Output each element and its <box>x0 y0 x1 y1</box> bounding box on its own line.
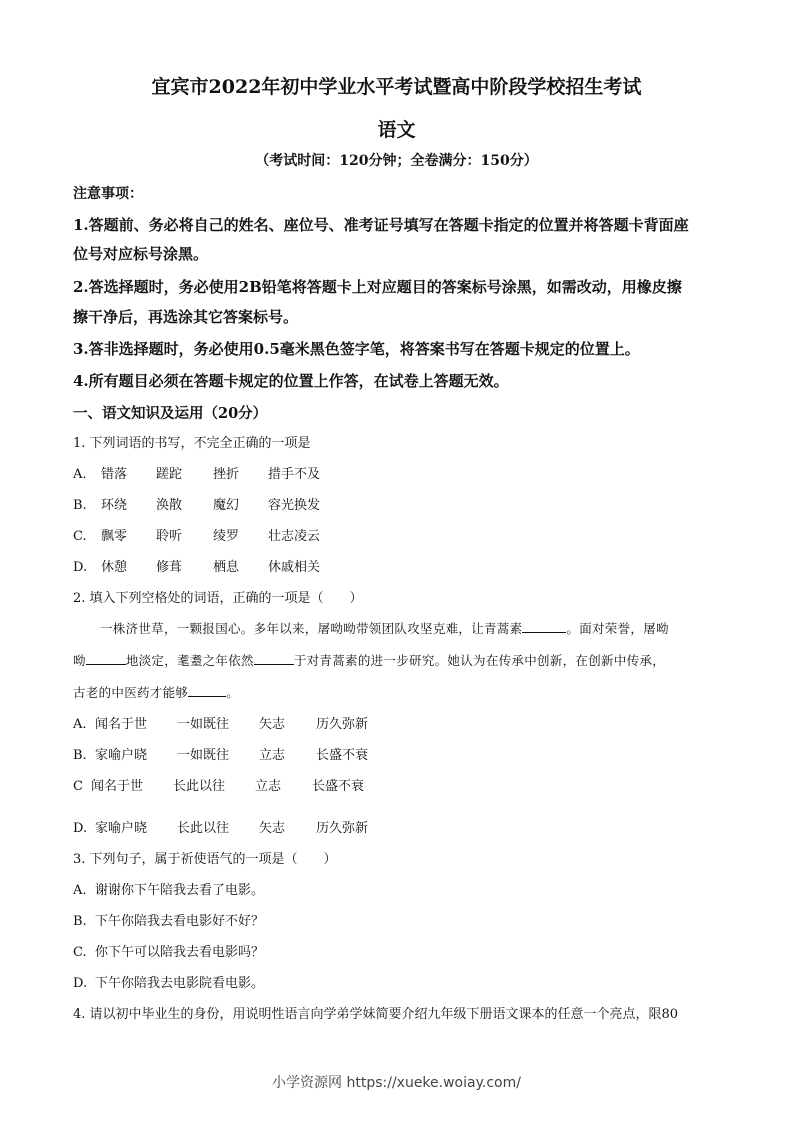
question-1-option-a: A. 错落 蹉跎 挫折 措手不及 <box>73 467 321 482</box>
question-2-option-b: B. 家喻户晓 一如既往 立志 长盛不衰 <box>73 748 369 763</box>
question-3-option-a: A. 谢谢你下午陪我去看了电影。 <box>73 883 265 898</box>
note-3: 3.答非选择题时，务必使用0.5毫米黑色签字笔，将答案书写在答题卡规定的位置上。 <box>73 340 640 358</box>
fill-blank-2 <box>86 652 126 665</box>
notes-heading: 注意事项： <box>73 186 143 202</box>
question-2-option-a: A. 闻名于世 一如既往 矢志 历久弥新 <box>73 717 369 732</box>
question-3-option-c: C. 你下午可以陪我去看电影吗？ <box>73 945 265 960</box>
question-1-option-b: B. 环绕 涣散 魔幻 容光换发 <box>73 498 321 513</box>
question-1-option-d: D. 休憩 修葺 栖息 休戚相关 <box>73 560 321 575</box>
question-3-option-d: D. 下午你陪我去电影院看电影。 <box>73 976 265 991</box>
question-2-option-d: D. 家喻户晓 长此以往 矢志 历久弥新 <box>73 821 369 836</box>
fill-blank-3 <box>254 652 294 665</box>
note-4: 4.所有题目必须在答题卡规定的位置上作答，在试卷上答题无效。 <box>73 372 509 390</box>
question-2-passage-line-1: 一株济世草，一颗报国心。多年以来，屠呦呦带领团队攻坚克难，让青蒿素 。面对荣誉，屠呦 <box>100 621 669 636</box>
note-1-cont: 位号对应标号涂黑。 <box>73 245 209 263</box>
section-heading: 一、语文知识及运用（20分） <box>73 405 268 422</box>
exam-subject: 语文 <box>377 119 416 141</box>
fill-blank-1 <box>522 620 566 633</box>
question-1-stem: 1. 下列词语的书写，不完全正确的一项是 <box>73 436 311 451</box>
question-3-option-b: B. 下午你陪我去看电影好不好？ <box>73 914 265 929</box>
question-1-option-c: C. 飘零 聆听 绫罗 壮志凌云 <box>73 529 321 544</box>
question-2-option-c: C 闻名于世 长此以往 立志 长盛不衰 <box>73 779 365 794</box>
footer-watermark: 小学资源网 https://xueke.woiay.com/ <box>272 1075 521 1091</box>
question-2-passage-line-2: 呦 地淡定，耄耋之年依然 于对青蒿素的进一步研究。她认为在传承中创新，在创新中传承， <box>73 653 666 668</box>
note-2-cont: 擦干净后，再选涂其它答案标号。 <box>73 308 299 326</box>
question-4-stem: 4. 请以初中毕业生的身份，用说明性语言向学弟学妹简要介绍九年级下册语文课本的任意一个亮点，限80 <box>73 1007 679 1022</box>
note-1: 1.答题前、务必将自己的姓名、座位号、准考证号填写在答题卡指定的位置并将答题卡背面座 <box>73 216 689 234</box>
exam-info: （考试时间：120分钟；全卷满分：150分） <box>255 153 538 169</box>
question-2-passage-line-3: 古老的中医药才能够 。 <box>73 685 240 700</box>
question-3-stem: 3. 下列句子，属于祈使语气的一项是（ ） <box>73 852 337 867</box>
note-2: 2.答选择题时，务必使用2B铅笔将答题卡上对应题目的答案标号涂黑，如需改动，用橡皮擦 <box>73 278 682 296</box>
fill-blank-4 <box>188 684 226 697</box>
question-2-stem: 2. 填入下列空格处的词语，正确的一项是（ ） <box>73 591 363 606</box>
exam-title: 宜宾市2022年初中学业水平考试暨高中阶段学校招生考试 <box>151 76 642 98</box>
